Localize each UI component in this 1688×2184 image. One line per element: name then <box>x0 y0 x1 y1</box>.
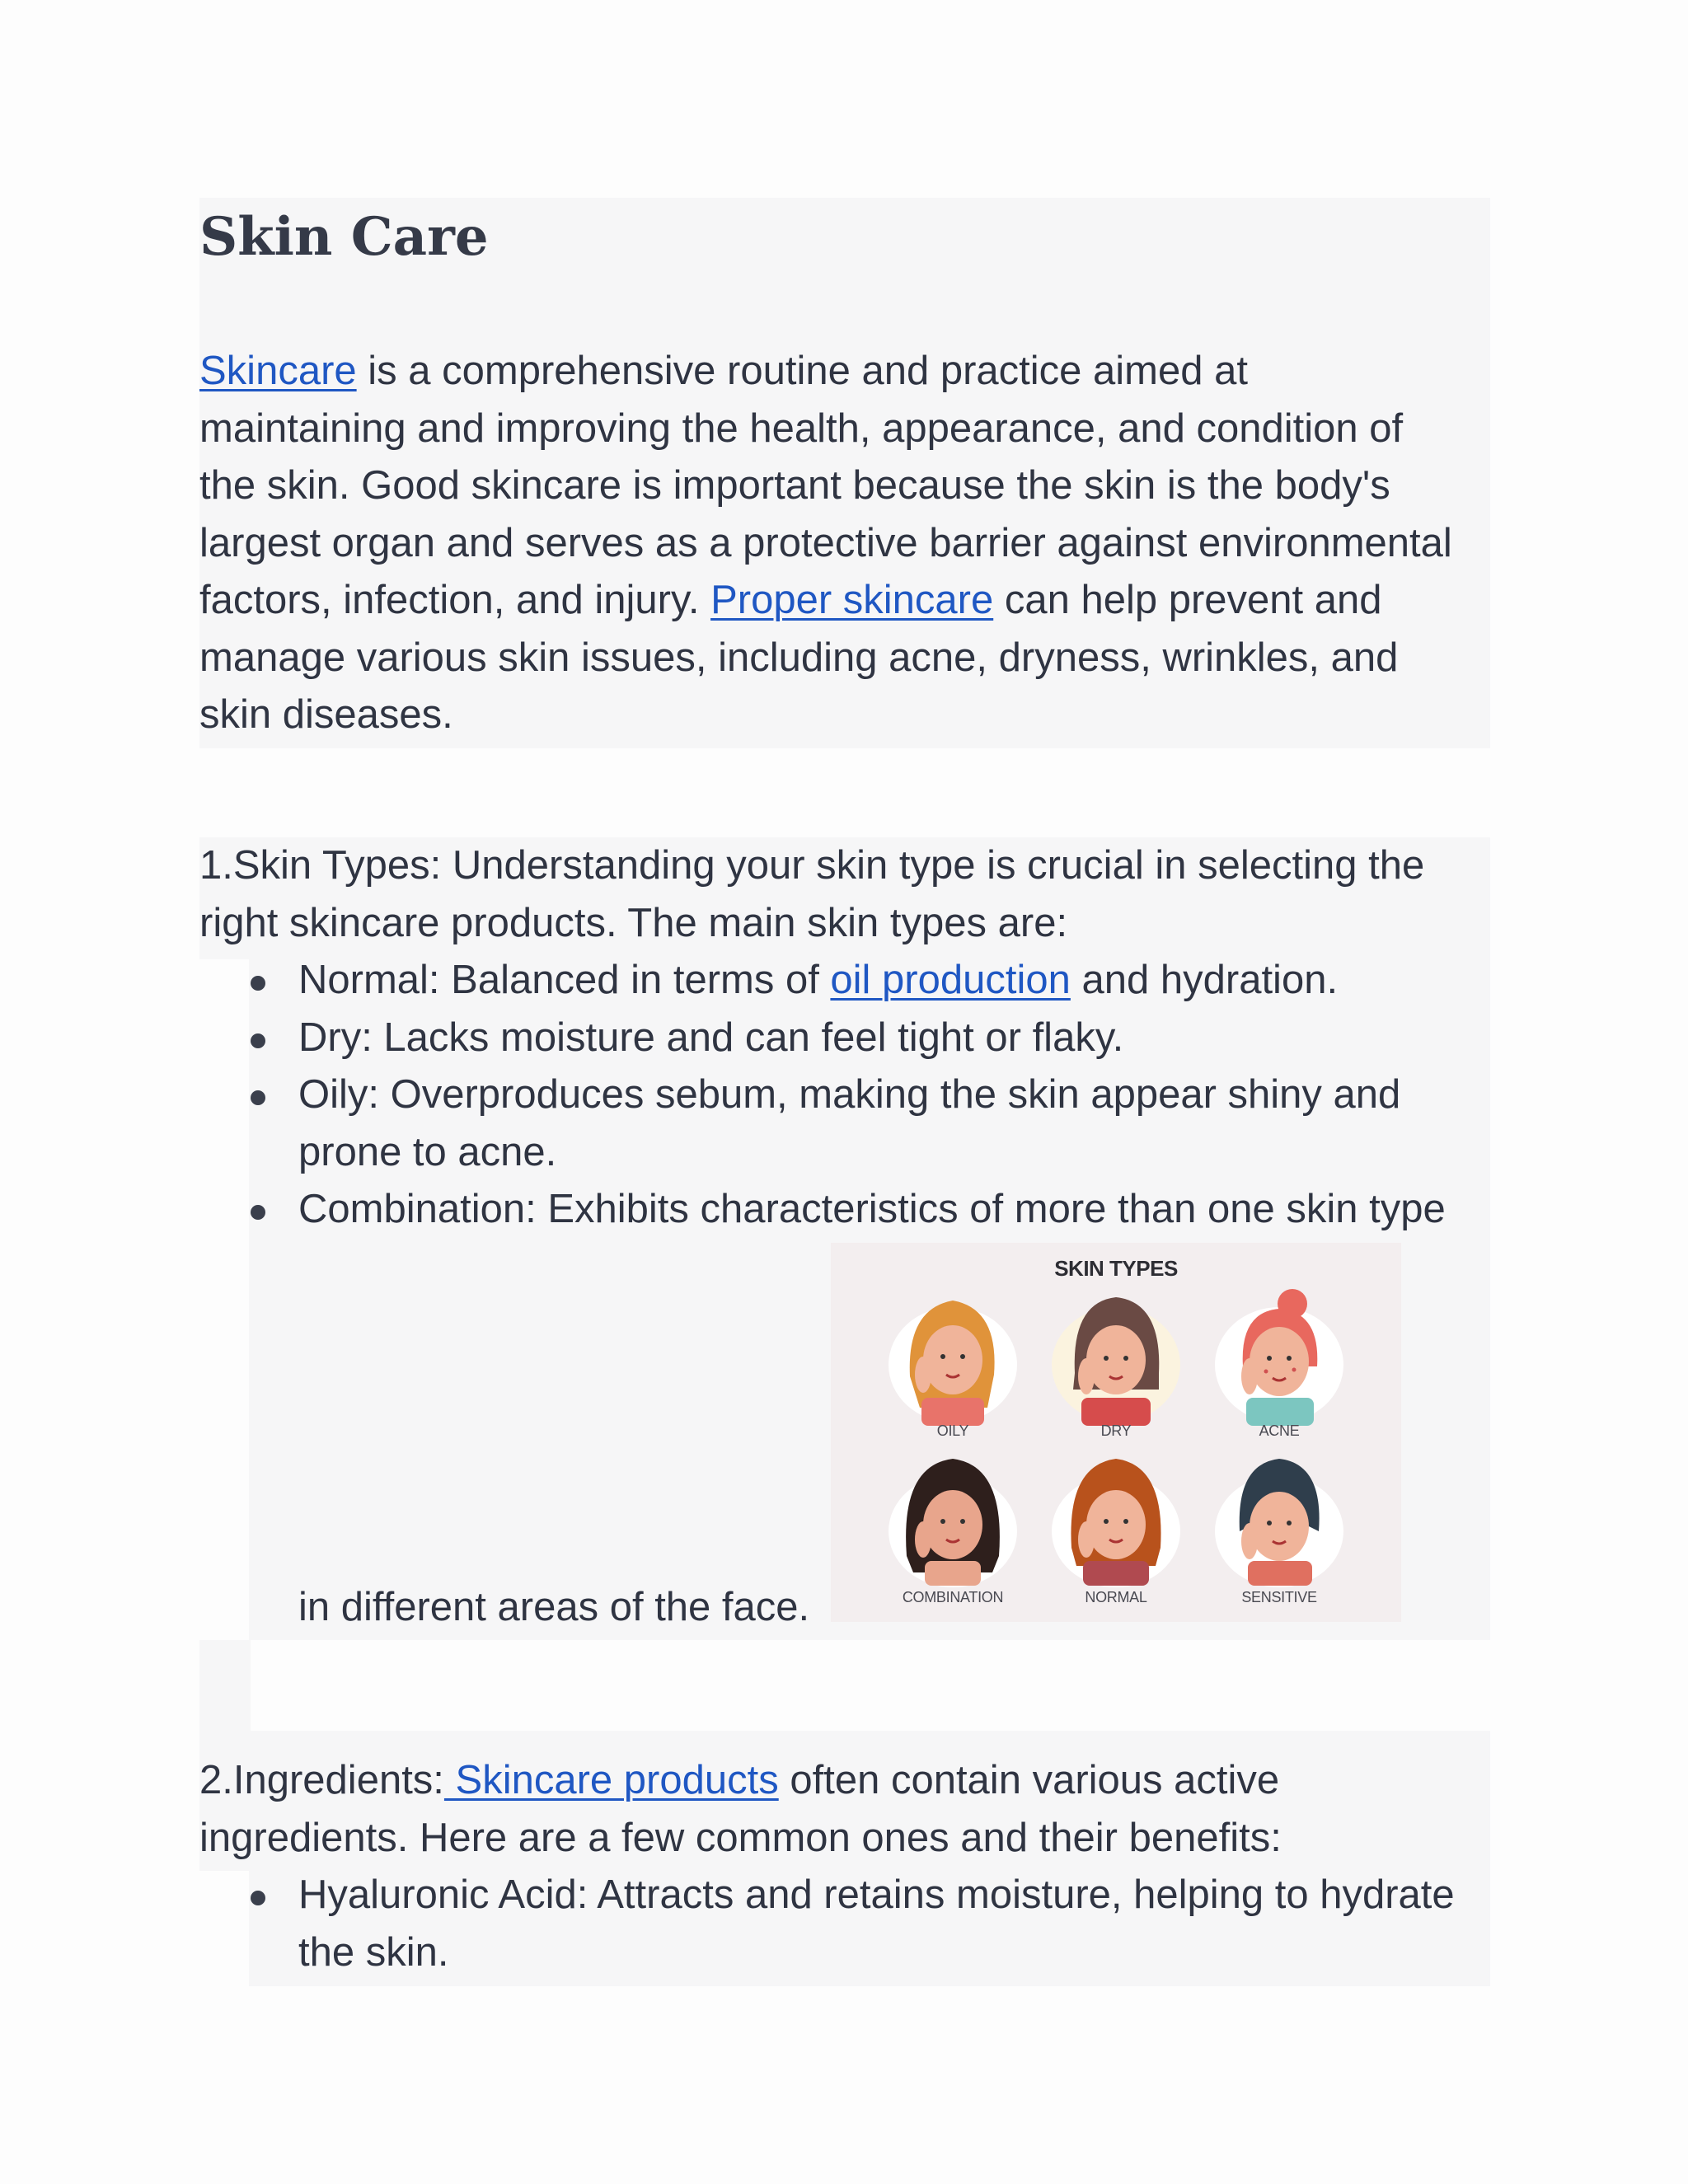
section1-gap-bg <box>199 1640 251 1731</box>
intro-paragraph: Skincare is a comprehensive routine and practice aimed at maintaining and improving the health, appearance, and condition of the skin. Good skincare is important because the skin is the body's largest organ and serves as a protective barrier against environmental factors, infection, and injury. Proper skincare can help prevent and manage various skin issues, including acne, dryness, wrinkles, and skin diseases. <box>199 349 1452 737</box>
list-item: Hyaluronic Acid: Attracts and retains moisture, helping to hydrate the skin. <box>199 1867 1455 1981</box>
label-combination: COMBINATION <box>902 1589 1004 1605</box>
section2-heading-paragraph: 2.Ingredients: Skincare products often contain various active ingredients. Here are a few common ones and their benefits: <box>199 1758 1282 1860</box>
skincare-link[interactable]: Skincare <box>199 349 357 393</box>
skincare-products-link[interactable]: Skincare products <box>443 1758 779 1802</box>
label-acne: ACNE <box>1259 1422 1300 1439</box>
skin-types-list <box>199 952 1446 1239</box>
bullet-icon <box>251 976 265 991</box>
combination-continuation: in different areas of the face. <box>298 1585 810 1629</box>
label-dry: DRY <box>1100 1422 1132 1439</box>
label-normal: NORMAL <box>1085 1589 1147 1605</box>
bullet-icon <box>251 1205 265 1220</box>
section1-heading-paragraph: 1.Skin Types: Understanding your skin type is crucial in selecting the right skincare products. The main skin types are: <box>199 843 1425 945</box>
bullet-icon <box>251 1090 265 1105</box>
proper-skincare-link[interactable]: Proper skincare <box>710 578 994 622</box>
face-acne-icon <box>1215 1289 1343 1426</box>
label-sensitive: SENSITIVE <box>1241 1589 1317 1605</box>
oil-production-link[interactable]: oil production <box>830 958 1071 1002</box>
list-item: Normal: Balanced in terms of oil production and hydration. <box>199 952 1446 1010</box>
bullet-icon <box>251 1891 265 1905</box>
face-combination-icon <box>889 1459 1017 1587</box>
list-item: Dry: Lacks moisture and can feel tight or flaky. <box>199 1010 1446 1067</box>
face-oily-icon <box>889 1301 1017 1426</box>
face-normal-icon <box>1052 1459 1180 1587</box>
page-title: Skin Care <box>199 206 489 268</box>
figure-title: SKIN TYPES <box>1054 1256 1178 1281</box>
list-item: Oily: Overproduces sebum, making the skin appear shiny and prone to acne. <box>199 1066 1446 1181</box>
skin-types-image <box>831 1243 1401 1622</box>
label-oily: OILY <box>936 1422 969 1439</box>
ingredients-list <box>199 1867 1455 1981</box>
bullet-icon <box>251 1033 265 1048</box>
list-item: Combination: Exhibits characteristics of more than one skin type <box>199 1181 1446 1239</box>
face-sensitive-icon <box>1215 1459 1343 1587</box>
face-dry-icon <box>1052 1297 1180 1426</box>
